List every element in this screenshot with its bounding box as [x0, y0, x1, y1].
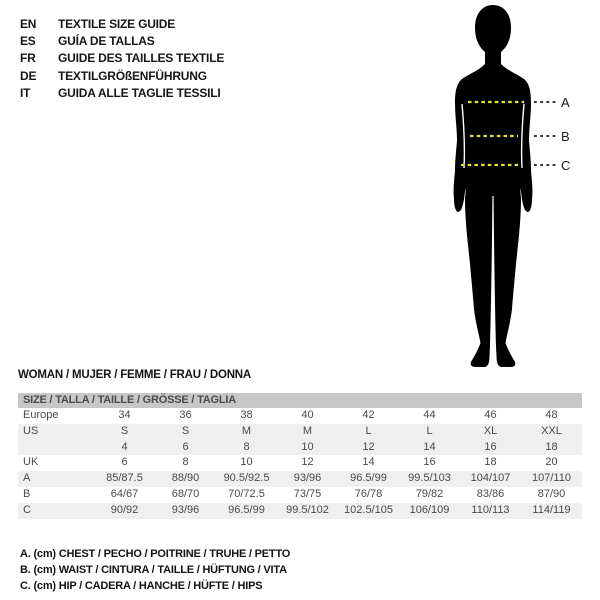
language-title: GUÍA DE TALLAS — [58, 34, 155, 49]
size-cell: 73/75 — [293, 487, 322, 500]
size-table-header: SIZE / TALLA / TAILLE / GRÖSSE / TAGLIA — [18, 393, 582, 408]
size-cell: 8 — [182, 456, 189, 469]
size-cell: 107/110 — [532, 472, 571, 485]
table-row — [18, 503, 582, 519]
legend-line: C. (cm) HIP / CADERA / HANCHE / HÜFTE / HIPS — [20, 580, 263, 592]
size-cell: 8 — [243, 440, 250, 453]
size-cell: L — [365, 424, 372, 437]
legend-line: A. (cm) CHEST / PECHO / POITRINE / TRUHE / PETTO — [20, 548, 291, 560]
language-code: DE — [20, 68, 37, 83]
language-code: ES — [20, 34, 36, 49]
measurement-legend — [20, 546, 290, 594]
size-cell: 42 — [362, 409, 375, 421]
size-cell: 68/70 — [171, 487, 200, 500]
size-cell: XL — [483, 424, 498, 437]
size-cell: 70/72.5 — [228, 487, 265, 500]
row-label: US — [23, 424, 39, 437]
size-cell: 14 — [423, 440, 436, 453]
language-code: EN — [20, 16, 37, 31]
size-cell: 102.5/105 — [344, 503, 393, 516]
size-guide-figure — [400, 0, 600, 380]
size-cell: 87/90 — [537, 487, 566, 500]
size-cell: 40 — [301, 409, 314, 421]
table-row — [18, 455, 582, 471]
language-row — [20, 85, 224, 102]
size-cell: 85/87.5 — [106, 472, 143, 485]
size-table-body — [18, 408, 582, 519]
size-cell: 96.5/99 — [228, 503, 265, 516]
size-cell: 14 — [362, 456, 375, 469]
size-cell: 96.5/99 — [350, 472, 387, 485]
size-cell: 18 — [545, 440, 558, 453]
size-cell: 93/96 — [293, 472, 322, 485]
size-cell: 44 — [423, 409, 436, 421]
size-cell: M — [241, 424, 252, 437]
row-label — [18, 440, 94, 456]
size-cell: 90/92 — [110, 503, 139, 516]
row-label: B — [23, 487, 31, 500]
size-cell: L — [426, 424, 433, 437]
table-row — [18, 424, 582, 440]
language-title: GUIDA ALLE TAGLIE TESSILI — [58, 86, 221, 101]
size-cell: 4 — [121, 440, 128, 453]
language-row — [20, 32, 224, 49]
language-row — [20, 15, 224, 32]
row-label: Europe — [23, 409, 59, 421]
language-title: TEXTILGRÖßENFÜHRUNG — [58, 68, 207, 83]
language-title: TEXTILE SIZE GUIDE — [58, 16, 176, 31]
size-cell: 83/86 — [476, 487, 505, 500]
table-row — [18, 471, 582, 487]
table-row — [18, 487, 582, 503]
size-cell: 12 — [362, 440, 375, 453]
size-cell: 48 — [545, 409, 558, 421]
size-table — [18, 393, 582, 519]
size-cell: S — [120, 424, 129, 437]
row-label: A — [23, 472, 31, 485]
size-cell: 99.5/102 — [286, 503, 329, 516]
marker-label-c: C — [561, 158, 571, 173]
marker-label-a: A — [561, 95, 570, 110]
size-cell: 46 — [484, 409, 497, 421]
size-cell: 34 — [118, 409, 131, 421]
size-cell: 16 — [484, 440, 497, 453]
size-cell: 18 — [484, 456, 497, 469]
table-row — [18, 408, 582, 424]
size-cell: 64/67 — [110, 487, 139, 500]
size-cell: 90.5/92.5 — [223, 472, 270, 485]
size-cell: 79/82 — [415, 487, 444, 500]
language-row — [20, 67, 224, 84]
language-code: FR — [20, 51, 36, 66]
language-code: IT — [20, 86, 31, 101]
size-cell: 106/109 — [409, 503, 450, 516]
language-header — [20, 15, 224, 102]
size-cell: 104/107 — [470, 472, 511, 485]
size-cell: XXL — [541, 424, 562, 437]
size-cell: 10 — [301, 440, 314, 453]
marker-label-b: B — [561, 129, 570, 144]
size-cell: 10 — [240, 456, 253, 469]
section-title-woman: WOMAN / MUJER / FEMME / FRAU / DONNA — [18, 369, 252, 381]
legend-line: B. (cm) WAIST / CINTURA / TAILLE / HÜFTUNG / VITA — [20, 564, 287, 576]
size-cell: 110/113 — [471, 503, 510, 516]
size-cell: M — [302, 424, 313, 437]
table-row — [18, 440, 582, 456]
row-label: C — [23, 503, 31, 516]
size-cell: 6 — [121, 456, 128, 469]
size-cell: 76/78 — [354, 487, 383, 500]
size-cell: 20 — [545, 456, 558, 469]
language-row — [20, 50, 224, 67]
woman-silhouette — [454, 5, 533, 367]
size-cell: 38 — [240, 409, 253, 421]
size-cell: 114/119 — [532, 503, 571, 516]
size-cell: 36 — [179, 409, 192, 421]
size-cell: 16 — [423, 456, 436, 469]
size-cell: 6 — [182, 440, 189, 453]
size-cell: 93/96 — [171, 503, 200, 516]
size-cell: 88/90 — [171, 472, 200, 485]
row-label: UK — [23, 456, 39, 469]
size-cell: 99.5/103 — [408, 472, 451, 485]
language-title: GUIDE DES TAILLES TEXTILE — [58, 51, 225, 66]
size-cell: 12 — [301, 456, 314, 469]
size-cell: S — [181, 424, 190, 437]
